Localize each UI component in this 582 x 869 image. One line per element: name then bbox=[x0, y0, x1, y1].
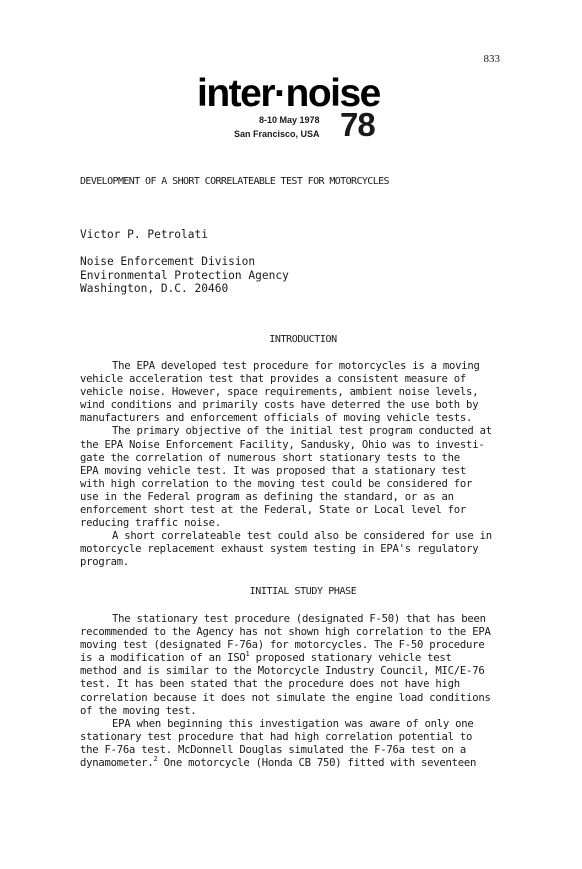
text-line: The stationary test procedure (designated F-50) that has been bbox=[112, 613, 486, 625]
reference-marker: 1 bbox=[245, 650, 250, 659]
text-line: test. It has been stated that the procedure does not have high bbox=[80, 678, 460, 691]
text-line: manufacturers and enforcement officials of moving vehicle tests. bbox=[80, 412, 473, 425]
introduction-body bbox=[80, 360, 505, 570]
text-line: The primary objective of the initial test program conducted at bbox=[112, 425, 492, 438]
text-line: wind conditions and primarily costs have deterred the use both by bbox=[80, 399, 479, 412]
section-heading-initial-study-phase: INITIAL STUDY PHASE bbox=[249, 586, 357, 597]
text-line: moving test (designated F-76a) for motorcycles. The F-50 procedure bbox=[80, 639, 485, 652]
text-line: use in the Federal program as defining the standard, or as an bbox=[80, 490, 454, 503]
text-fragment: One motorcycle (Honda CB 750) fitted with seventeen bbox=[163, 757, 477, 770]
initial-study-body bbox=[80, 613, 505, 770]
text-line: method and is similar to the Motorcycle Industry Council, MIC/E-76 bbox=[80, 665, 485, 678]
text-line: enforcement short test at the Federal, State or Local level for bbox=[80, 504, 467, 517]
text-line bbox=[80, 652, 505, 665]
author-affiliation bbox=[80, 255, 289, 296]
reference-marker: 2 bbox=[153, 755, 158, 764]
section-heading-introduction: INTRODUCTION bbox=[269, 334, 337, 345]
logo-wordmark: inter·noise bbox=[197, 72, 380, 115]
logo-year: 78 bbox=[340, 106, 375, 143]
inter-noise-logo bbox=[197, 72, 387, 143]
author-name: Victor P. Petrolati bbox=[80, 228, 208, 241]
text-line: vehicle noise. However, space requirements, ambient noise levels, bbox=[80, 386, 479, 399]
text-line: with high correlation to the moving test could be considered for bbox=[80, 477, 473, 490]
paper-title: DEVELOPMENT OF A SHORT CORRELATEABLE TEST FOR MOTORCYCLES bbox=[80, 176, 389, 187]
text-line: reducing traffic noise. bbox=[80, 517, 221, 530]
text-line: motorcycle replacement exhaust system testing in EPA's regulatory bbox=[80, 543, 479, 556]
text-line: recommended to the Agency has not shown high correlation to the EPA bbox=[80, 626, 491, 639]
text-line: correlation because it does not simulate the engine load conditions bbox=[80, 691, 491, 704]
text-line: A short correlateable test could also be considered for use in bbox=[112, 530, 492, 543]
affiliation-line: Environmental Protection Agency bbox=[80, 268, 289, 282]
logo-dates: 8-10 May 1978 bbox=[259, 115, 320, 125]
affiliation-line: Noise Enforcement Division bbox=[80, 255, 256, 268]
text-line: of the moving test. bbox=[80, 704, 197, 717]
text-line: EPA when beginning this investigation was aware of only one bbox=[112, 717, 474, 730]
text-line: The EPA developed test procedure for motorcycles is a moving bbox=[112, 360, 480, 372]
text-line: stationary test procedure that had high correlation potential to bbox=[80, 730, 473, 743]
text-line: vehicle acceleration test that provides a consistent measure of bbox=[80, 373, 467, 386]
text-line bbox=[80, 757, 505, 770]
affiliation-line: Washington, D.C. 20460 bbox=[80, 282, 229, 295]
text-fragment: is a modification of an ISO bbox=[80, 652, 246, 665]
text-fragment: proposed stationary vehicle test bbox=[255, 652, 452, 665]
text-line: gate the correlation of numerous short stationary tests to the bbox=[80, 451, 460, 464]
logo-location: San Francisco, USA bbox=[234, 129, 320, 139]
text-line: the F-76a test. McDonnell Douglas simulated the F-76a test on a bbox=[80, 743, 467, 756]
text-line: the EPA Noise Enforcement Facility, Sandusky, Ohio was to investi- bbox=[80, 438, 485, 451]
text-fragment: dynamometer. bbox=[80, 757, 154, 770]
text-line: EPA moving vehicle test. It was proposed that a stationary test bbox=[80, 464, 467, 477]
text-line: program. bbox=[80, 556, 130, 569]
page-number: 833 bbox=[483, 53, 500, 65]
